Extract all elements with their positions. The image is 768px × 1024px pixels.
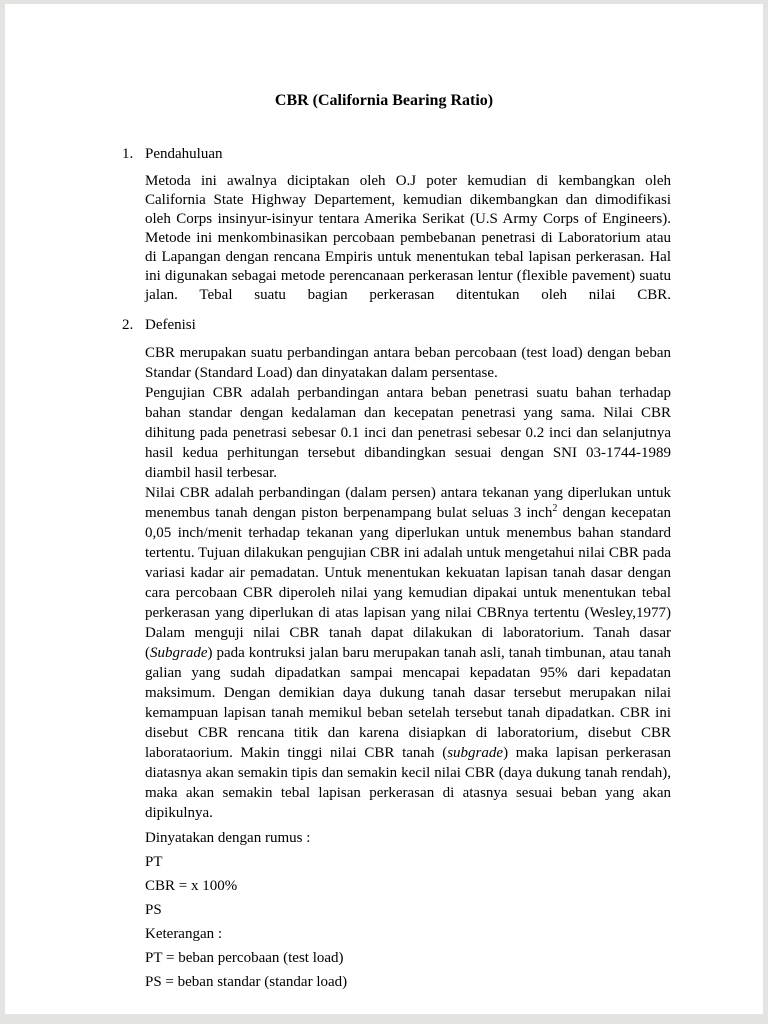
legend-heading: Keterangan : <box>145 926 223 942</box>
formula-block <box>145 823 671 994</box>
document-content <box>5 4 763 994</box>
section-heading <box>122 316 671 335</box>
section-body <box>145 164 671 305</box>
section-pendahuluan <box>122 145 671 305</box>
legend-item: PS = beban standar (standar load) <box>145 974 348 990</box>
paragraph <box>145 483 671 823</box>
section-heading-label: Pendahuluan <box>145 146 223 162</box>
section-number: 2. <box>122 317 134 333</box>
section-body <box>145 335 671 994</box>
formula-denominator: PS <box>145 902 162 918</box>
paragraph-run: Nilai CBR adalah perbandingan (dalam persen) antara tekanan yang diperlukan untuk menembus tanah dengan piston berpenampang bulat seluas 3 inch <box>145 485 671 521</box>
formula-expression: CBR = x 100% <box>145 878 238 894</box>
superscript: 2 <box>552 503 558 514</box>
paragraph: Metoda ini awalnya diciptakan oleh O.J poter kemudian di kembangkan oleh California State Highway Departement, kemudian dikembangkan dan dimodifikasi oleh Corps insinyur-isinyur tentara Amerika Serikat (U.S Army Corps of Engineers). Metode ini menkombinasikan percobaan pembebanan penetrasi di Laboratorium atau di Lapangan dengan rencana Empiris untuk menentukan tebal lapisan perkerasan. Hal ini digunakan sebagai metode perencanaan perkerasan lentur (flexible pavement) suatu jalan. Tebal suatu bagian perkerasan ditentukan oleh nilai CBR. <box>145 173 671 303</box>
paragraph-run: ) maka lapisan perkerasan diatasnya akan semakin tipis dan semakin kecil nilai CBR (daya dukung tanah rendah), maka akan semakin tebal lapisan perkerasan di atasnya sesuai beban yang akan dipikulnya. <box>145 745 671 821</box>
formula-intro: Dinyatakan dengan rumus : <box>145 830 311 846</box>
paragraph-run: ) pada kontruksi jalan baru merupakan tanah asli, tanah timbunan, atau tanah galian yang sudah dipadatkan sampai mencapai kepadatan 95% dari kepadatan maksimum. Dengan demikian daya dukung tanah dasar tersebut merupakan nilai kemampuan lapisan tanah memikul beban setelah tersebut tanah dipadatkan. CBR ini disebut CBR rencana titik dan karena disiapkan di laboratorium, disebut CBR laborataorium. Makin tinggi nilai CBR tanah ( <box>145 645 671 761</box>
section-defenisi <box>122 316 671 994</box>
formula-numerator: PT <box>145 854 163 870</box>
section-heading <box>122 145 671 164</box>
paragraph: Pengujian CBR adalah perbandingan antara beban penetrasi suatu bahan terhadap bahan standar dengan kedalaman dan kecepatan penetrasi yang sama. Nilai CBR dihitung pada penetrasi sebesar 0.1 inci dan penetrasi sebesar 0.2 inci dan selanjutnya hasil kedua perhitungan tersebut dibandingkan sesuai dengan SNI 03-1744-1989 diambil hasil terbesar. <box>145 385 671 481</box>
section-number: 1. <box>122 146 134 162</box>
document-page <box>5 4 763 1014</box>
legend-item: PT = beban percobaan (test load) <box>145 950 344 966</box>
document-title: CBR (California Bearing Ratio) <box>274 92 494 109</box>
paragraph-run-italic: Subgrade <box>150 645 208 661</box>
paragraph: CBR merupakan suatu perbandingan antara beban percobaan (test load) dengan beban Standar (Standard Load) dan dinyatakan dalam persentase. <box>145 345 671 381</box>
paragraph-run: dengan kecepatan 0,05 inch/menit terhadap tekanan yang diperlukan untuk menembus bahan standard tertentu. Tujuan dilakukan pengujian CBR ini adalah untuk mengetahui nilai CBR pada variasi kadar air pemadatan. Untuk menentukan kekuatan lapisan tanah dasar dengan cara percobaan CBR diperoleh nilai yang kemudian dipakai untuk menentukan tebal perkerasan yang diperlukan di atas lapisan yang nilai CBRnya tertentu (Wesley,1977) Dalam menguji nilai CBR tanah dapat dilakukan di laboratorium. Tanah dasar ( <box>145 505 671 661</box>
section-heading-label: Defenisi <box>145 317 196 333</box>
paragraph-run-italic: subgrade <box>447 745 504 761</box>
